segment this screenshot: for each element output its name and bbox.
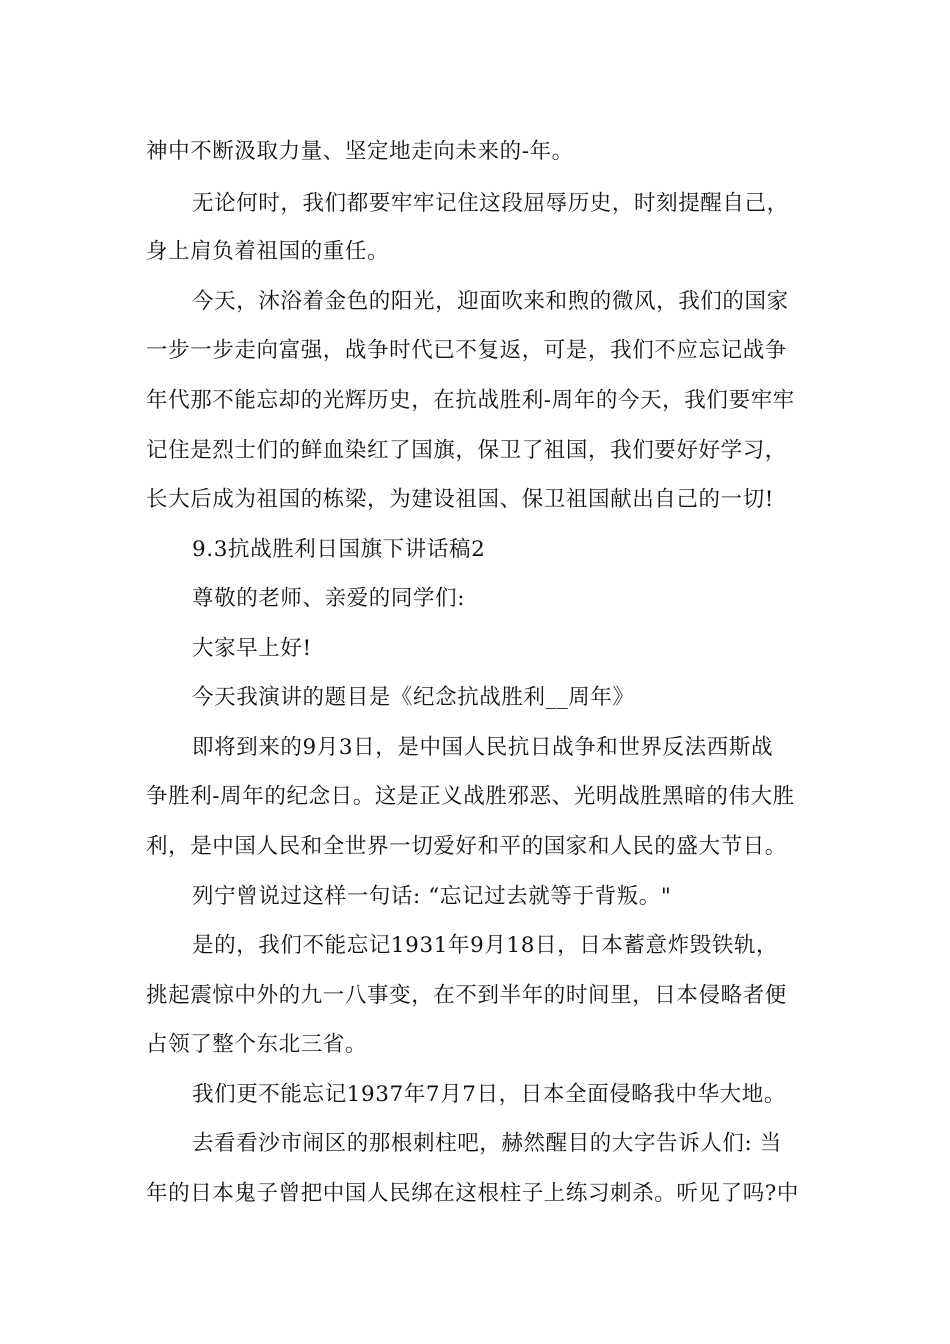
- text-line: 年代那不能忘却的光辉历史，在抗战胜利-周年的今天，我们要牢牢: [146, 388, 795, 413]
- text-line: 长大后成为祖国的栋梁，为建设祖国、保卫祖国献出自己的一切!: [146, 487, 775, 512]
- text-line: 即将到来的9月3日，是中国人民抗日战争和世界反法西斯战: [192, 735, 774, 760]
- text-line: 争胜利-周年的纪念日。这是正义战胜邪恶、光明战胜黑暗的伟大胜: [146, 784, 795, 809]
- text-line: 身上肩负着祖国的重任。: [146, 239, 390, 264]
- text-line: 大家早上好!: [192, 636, 312, 661]
- text-line: 年的日本鬼子曾把中国人民绑在这根柱子上练习刺杀。听见了吗?中: [146, 1181, 800, 1206]
- text-line: 尊敬的老师、亲爱的同学们:: [192, 586, 466, 611]
- text-line: 去看看沙市闹区的那根刺柱吧，赫然醒目的大字告诉人们: 当: [192, 1131, 782, 1156]
- section-heading: 9.3抗战胜利日国旗下讲话稿2: [192, 537, 486, 562]
- text-line: 挑起震惊中外的九一八事变，在不到半年的时间里，日本侵略者便: [146, 983, 787, 1008]
- text-line: 我们更不能忘记1937年7月7日，日本全面侵略我中华大地。: [192, 1082, 786, 1107]
- text-line: 记住是烈士们的鲜血染红了国旗，保卫了祖国，我们要好好学习，: [146, 438, 787, 463]
- text-line: 今天我演讲的题目是《纪念抗战胜利__周年》: [192, 685, 635, 710]
- text-line: 一步一步走向富强，战争时代已不复返，可是，我们不应忘记战争: [146, 338, 787, 363]
- text-line: 是的，我们不能忘记1931年9月18日，日本蓄意炸毁铁轨，: [192, 933, 779, 958]
- text-line: 神中不断汲取力量、坚定地走向未来的-年。: [146, 139, 574, 164]
- text-line: 无论何时，我们都要牢牢记住这段屈辱历史，时刻提醒自己，: [192, 191, 789, 216]
- text-line: 今天，沐浴着金色的阳光，迎面吹来和煦的微风，我们的国家: [192, 289, 789, 314]
- text-line: 列宁曾说过这样一句话: “忘记过去就等于背叛。": [192, 884, 672, 909]
- text-line: 占领了整个东北三省。: [146, 1032, 368, 1057]
- text-line: 利，是中国人民和全世界一切爱好和平的国家和人民的盛大节日。: [146, 834, 787, 859]
